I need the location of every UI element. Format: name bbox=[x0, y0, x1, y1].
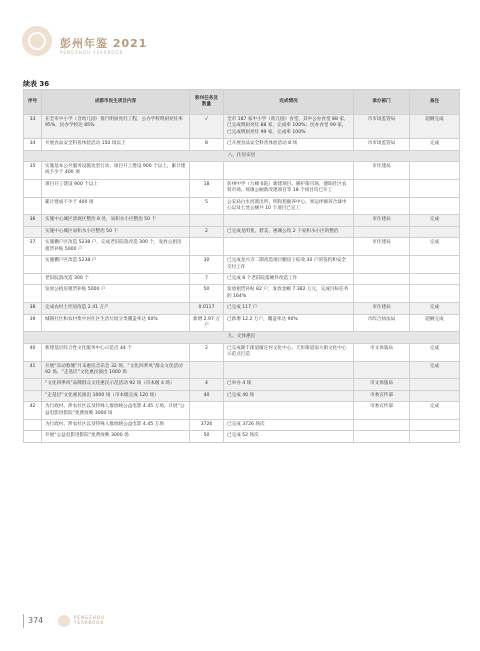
cell-remark bbox=[410, 390, 460, 401]
cell-remark: 完成 bbox=[410, 361, 460, 379]
cell-remark bbox=[410, 379, 460, 390]
cell-content: “文化四季风”品牌群众文化惠民示范活动 92 场（市本级 4 场） bbox=[42, 379, 190, 390]
cell-remark bbox=[410, 285, 460, 303]
cell-department bbox=[354, 197, 410, 215]
cell-task: 50 bbox=[190, 431, 224, 442]
cell-content: 实施基本公共服务设施攻坚行动，项目开工建设 900 个以上，累计建成不少于 400 项 bbox=[42, 162, 190, 180]
cell-status: 已完成 40 场 bbox=[224, 390, 354, 401]
cell-remark bbox=[410, 420, 460, 431]
cell-remark: 完成 bbox=[410, 402, 460, 420]
col-header-task: 彭州任务及数量 bbox=[190, 90, 224, 115]
col-header-status: 完成情况 bbox=[224, 90, 354, 115]
cell-remark: 超额完成 bbox=[410, 314, 460, 332]
cell-task: 8 bbox=[190, 139, 224, 150]
cell-task: 2 bbox=[190, 343, 224, 361]
table-row bbox=[24, 226, 460, 237]
table-row bbox=[24, 215, 460, 226]
cell-content: 为行政村、涉农社区以及特殊人群放映公益电影 4.45 万场 bbox=[42, 420, 190, 431]
cell-no: 34 bbox=[24, 139, 42, 150]
section-band-label: 八、住房安居 bbox=[24, 150, 460, 161]
page-number-divider bbox=[23, 614, 24, 628]
page-number: 374 bbox=[28, 616, 44, 625]
cell-content: 开展食品安全科普体验活动 150 场以上 bbox=[42, 139, 190, 150]
cell-no bbox=[24, 273, 42, 284]
cell-status bbox=[224, 361, 354, 379]
cell-status: 已开展食品安全科普体验活动 8 场 bbox=[224, 139, 354, 150]
footer-book-name bbox=[74, 615, 105, 625]
cell-status bbox=[224, 238, 354, 256]
cell-department: 市委宣传部 bbox=[354, 402, 410, 420]
cell-status: 已完成 8 个老旧院落硬件改造工作 bbox=[224, 273, 354, 284]
cell-content: 为行政村、涉农社区以及特殊人群放映公益电影 4.45 万场，开展“公益电影进影院”免费放映 3000 场 bbox=[42, 402, 190, 420]
section-band-row bbox=[24, 150, 460, 161]
cell-department bbox=[354, 285, 410, 303]
yearbook-title: 彭州年鉴 2021 bbox=[60, 37, 148, 50]
cell-department: 市委宣传部 bbox=[354, 390, 410, 401]
cell-remark: 完成 bbox=[410, 343, 460, 361]
cell-department: 市住建局 bbox=[354, 303, 410, 314]
cell-status: 已完成隆丰街道敏定村文化中心、天彭街道南大街文化中心示范点打造 bbox=[224, 343, 354, 361]
col-header-remark: 备注 bbox=[410, 90, 460, 115]
cell-remark: 完成 bbox=[410, 215, 460, 226]
page-footer bbox=[0, 604, 480, 651]
col-header-no: 序号 bbox=[24, 90, 42, 115]
cell-no bbox=[24, 179, 42, 197]
cell-content: 完成农村土坯房改造 2.41 万户 bbox=[42, 303, 190, 314]
table-row bbox=[24, 197, 460, 215]
cell-remark bbox=[410, 197, 460, 215]
cell-department bbox=[354, 273, 410, 284]
cell-task bbox=[190, 215, 224, 226]
cell-content: 项目开工建设 900 个以上 bbox=[42, 179, 190, 197]
cell-task bbox=[190, 162, 224, 180]
cell-status: 已完成 117 户 bbox=[224, 303, 354, 314]
cell-status: 已完成 52 场次 bbox=[224, 431, 354, 442]
cell-remark: 完成 bbox=[410, 303, 460, 314]
cell-task: 0.0117 bbox=[190, 303, 224, 314]
cell-no bbox=[24, 390, 42, 401]
cell-department: 市住建局 bbox=[354, 215, 410, 226]
cell-status: 发放租赁补贴 82 户，发放金额 7.382 万元，完成目标任务的 164% bbox=[224, 285, 354, 303]
table-row bbox=[24, 273, 460, 284]
cell-status: 彭州中学（九峰书院）新建项目、修护街市场、德阳社区农贸市场、场镇公厕新改建项目等 18 个项目均已开工 bbox=[224, 179, 354, 197]
table-header-row bbox=[24, 90, 460, 115]
cell-remark: 完成 bbox=[410, 238, 460, 256]
cell-status bbox=[224, 162, 354, 180]
cell-remark bbox=[410, 179, 460, 197]
table-row bbox=[24, 390, 460, 401]
cell-status bbox=[224, 402, 354, 420]
cell-department bbox=[354, 256, 410, 274]
cell-task: 4 bbox=[190, 379, 224, 390]
cell-department: 市住建局 bbox=[354, 162, 410, 180]
cell-remark: 超额完成 bbox=[410, 115, 460, 139]
cell-task: 40 bbox=[190, 390, 224, 401]
cell-department: 市市场监管局 bbox=[354, 115, 410, 139]
yearbook-subtitle: PENGZHOU YEARBOOK bbox=[60, 50, 124, 55]
col-header-content: 成都市民生项目内容 bbox=[42, 90, 190, 115]
section-band-label: 九、文体惠民 bbox=[24, 332, 460, 343]
cell-no bbox=[24, 420, 42, 431]
cell-department: 市文体旅局 bbox=[354, 343, 410, 361]
page-header bbox=[0, 0, 480, 58]
footer-logo-icon bbox=[58, 615, 70, 627]
cell-remark bbox=[410, 256, 460, 274]
cell-status: 已完成龙兴寺二期改造项目棚房子棕改 30 户的签约和安全交付工作 bbox=[224, 256, 354, 274]
cell-task: 30 bbox=[190, 256, 224, 274]
cell-remark bbox=[410, 273, 460, 284]
cell-content: 实施中心城区景观区整治 8 处，易积水小区整治 50 个 bbox=[42, 215, 190, 226]
livelihood-projects-table bbox=[23, 89, 460, 443]
cell-no: 36 bbox=[24, 215, 42, 226]
table-row bbox=[24, 420, 460, 431]
cell-department: 市综合执法局 bbox=[354, 314, 410, 332]
cell-status: 公安局白水河派出所、明和苑颐养中心、果运坪颐养合球中心以及七处公厕共 10 个项目已完工 bbox=[224, 197, 354, 215]
cell-no: 41 bbox=[24, 361, 42, 379]
footer-book-name-line2: YEARBOOK bbox=[74, 620, 105, 625]
cell-task bbox=[190, 361, 224, 379]
cell-no bbox=[24, 226, 42, 237]
cell-department bbox=[354, 431, 410, 442]
cell-task bbox=[190, 238, 224, 256]
cell-no: 33 bbox=[24, 115, 42, 139]
table-row bbox=[24, 238, 460, 256]
cell-task: 5 bbox=[190, 197, 224, 215]
cell-department bbox=[354, 361, 410, 379]
cell-status: 已新增 12.2 万户，覆盖率达 90% bbox=[224, 314, 354, 332]
cell-content: 开展“乐动蓉城”月末惠民音乐会 32 场、“文化四季风”群众文化活动 92 场、“走基层”文化惠民演出 1000 场 bbox=[42, 361, 190, 379]
col-header-department: 承办部门 bbox=[354, 90, 410, 115]
cell-no: 40 bbox=[24, 343, 42, 361]
table-row bbox=[24, 431, 460, 442]
cell-no bbox=[24, 197, 42, 215]
cell-content: “走基层”文化惠民演出 1000 场（市本级完成 120 场） bbox=[42, 390, 190, 401]
table-row bbox=[24, 343, 460, 361]
footer-book-name-line1: PENGZHOU bbox=[74, 615, 105, 620]
cell-content: 实施棚户区改造 5238 户，完成老旧院落改造 300 个，发放公租房租赁补贴 5000 户 bbox=[42, 238, 190, 256]
cell-no: 42 bbox=[24, 402, 42, 420]
cell-status: 已举办 4 场 bbox=[224, 379, 354, 390]
table-row bbox=[24, 314, 460, 332]
table-row bbox=[24, 256, 460, 274]
cell-task bbox=[190, 402, 224, 420]
table-row bbox=[24, 179, 460, 197]
table-continued-label: 续表 36 bbox=[23, 80, 50, 88]
cell-no bbox=[24, 379, 42, 390]
cell-task: 7 bbox=[190, 273, 224, 284]
cell-department: 市市场监管局 bbox=[354, 139, 410, 150]
table-row bbox=[24, 402, 460, 420]
cell-department: 市住建局 bbox=[354, 238, 410, 256]
cell-task: 50 bbox=[190, 285, 224, 303]
table-row bbox=[24, 162, 460, 180]
cell-task: 新增 2.97 万户 bbox=[190, 314, 224, 332]
table-row bbox=[24, 379, 460, 390]
cell-content: 在全市中小学（含幼儿园）推行明厨亮灶工程，公办学校明厨亮灶率 95%，民办学校达 85% bbox=[42, 115, 190, 139]
cell-content: 老旧院落改造 300 个 bbox=[42, 273, 190, 284]
table-row bbox=[24, 115, 460, 139]
table-row bbox=[24, 139, 460, 150]
table-row bbox=[24, 303, 460, 314]
cell-status: 已完成龙明苑、碧美、惠城公馆 2 个易积水小区的整治 bbox=[224, 226, 354, 237]
cell-content: 新建基层综合性文化服务中心示范点 44 个 bbox=[42, 343, 190, 361]
cell-task: 2 bbox=[190, 226, 224, 237]
cell-content: 城镇社区和农村集中居住区生活垃圾分类覆盖率达 60% bbox=[42, 314, 190, 332]
table-row bbox=[24, 361, 460, 379]
cell-no bbox=[24, 285, 42, 303]
cell-task: √ bbox=[190, 115, 224, 139]
cell-status: 已完成 3726 场次 bbox=[224, 420, 354, 431]
cell-department bbox=[354, 226, 410, 237]
cell-no: 37 bbox=[24, 238, 42, 256]
section-band-row bbox=[24, 332, 460, 343]
cell-content: 累计建成不少于 400 项 bbox=[42, 197, 190, 215]
cell-remark bbox=[410, 431, 460, 442]
cell-remark: 完成 bbox=[410, 139, 460, 150]
cell-task: 3726 bbox=[190, 420, 224, 431]
cell-task: 18 bbox=[190, 179, 224, 197]
cell-no bbox=[24, 431, 42, 442]
cell-content: 发放公租房租赁补贴 5000 户 bbox=[42, 285, 190, 303]
cell-department: 市文体旅局 bbox=[354, 379, 410, 390]
cell-no: 38 bbox=[24, 303, 42, 314]
table-row bbox=[24, 285, 460, 303]
cell-remark bbox=[410, 226, 460, 237]
cell-no bbox=[24, 256, 42, 274]
cell-remark bbox=[410, 162, 460, 180]
cell-department bbox=[354, 420, 410, 431]
cell-content: 实施中心城区易积水小区整治 50 个 bbox=[42, 226, 190, 237]
cell-content: 开展“公益电影进影院”免费放映 3000 场 bbox=[42, 431, 190, 442]
cell-status bbox=[224, 215, 354, 226]
cell-no: 35 bbox=[24, 162, 42, 180]
yearbook-logo-icon bbox=[22, 26, 52, 56]
cell-no: 39 bbox=[24, 314, 42, 332]
cell-department bbox=[354, 179, 410, 197]
cell-content: 实施棚户区改造 5238 户 bbox=[42, 256, 190, 274]
cell-status: 全市 187 家中小学（幼儿园）食堂，其中公办食堂 88 家，已完成明厨亮灶 88 家，完成率 100%；民办食堂 99 家，已完成明厨亮灶 99 家，完成率 100% bbox=[224, 115, 354, 139]
